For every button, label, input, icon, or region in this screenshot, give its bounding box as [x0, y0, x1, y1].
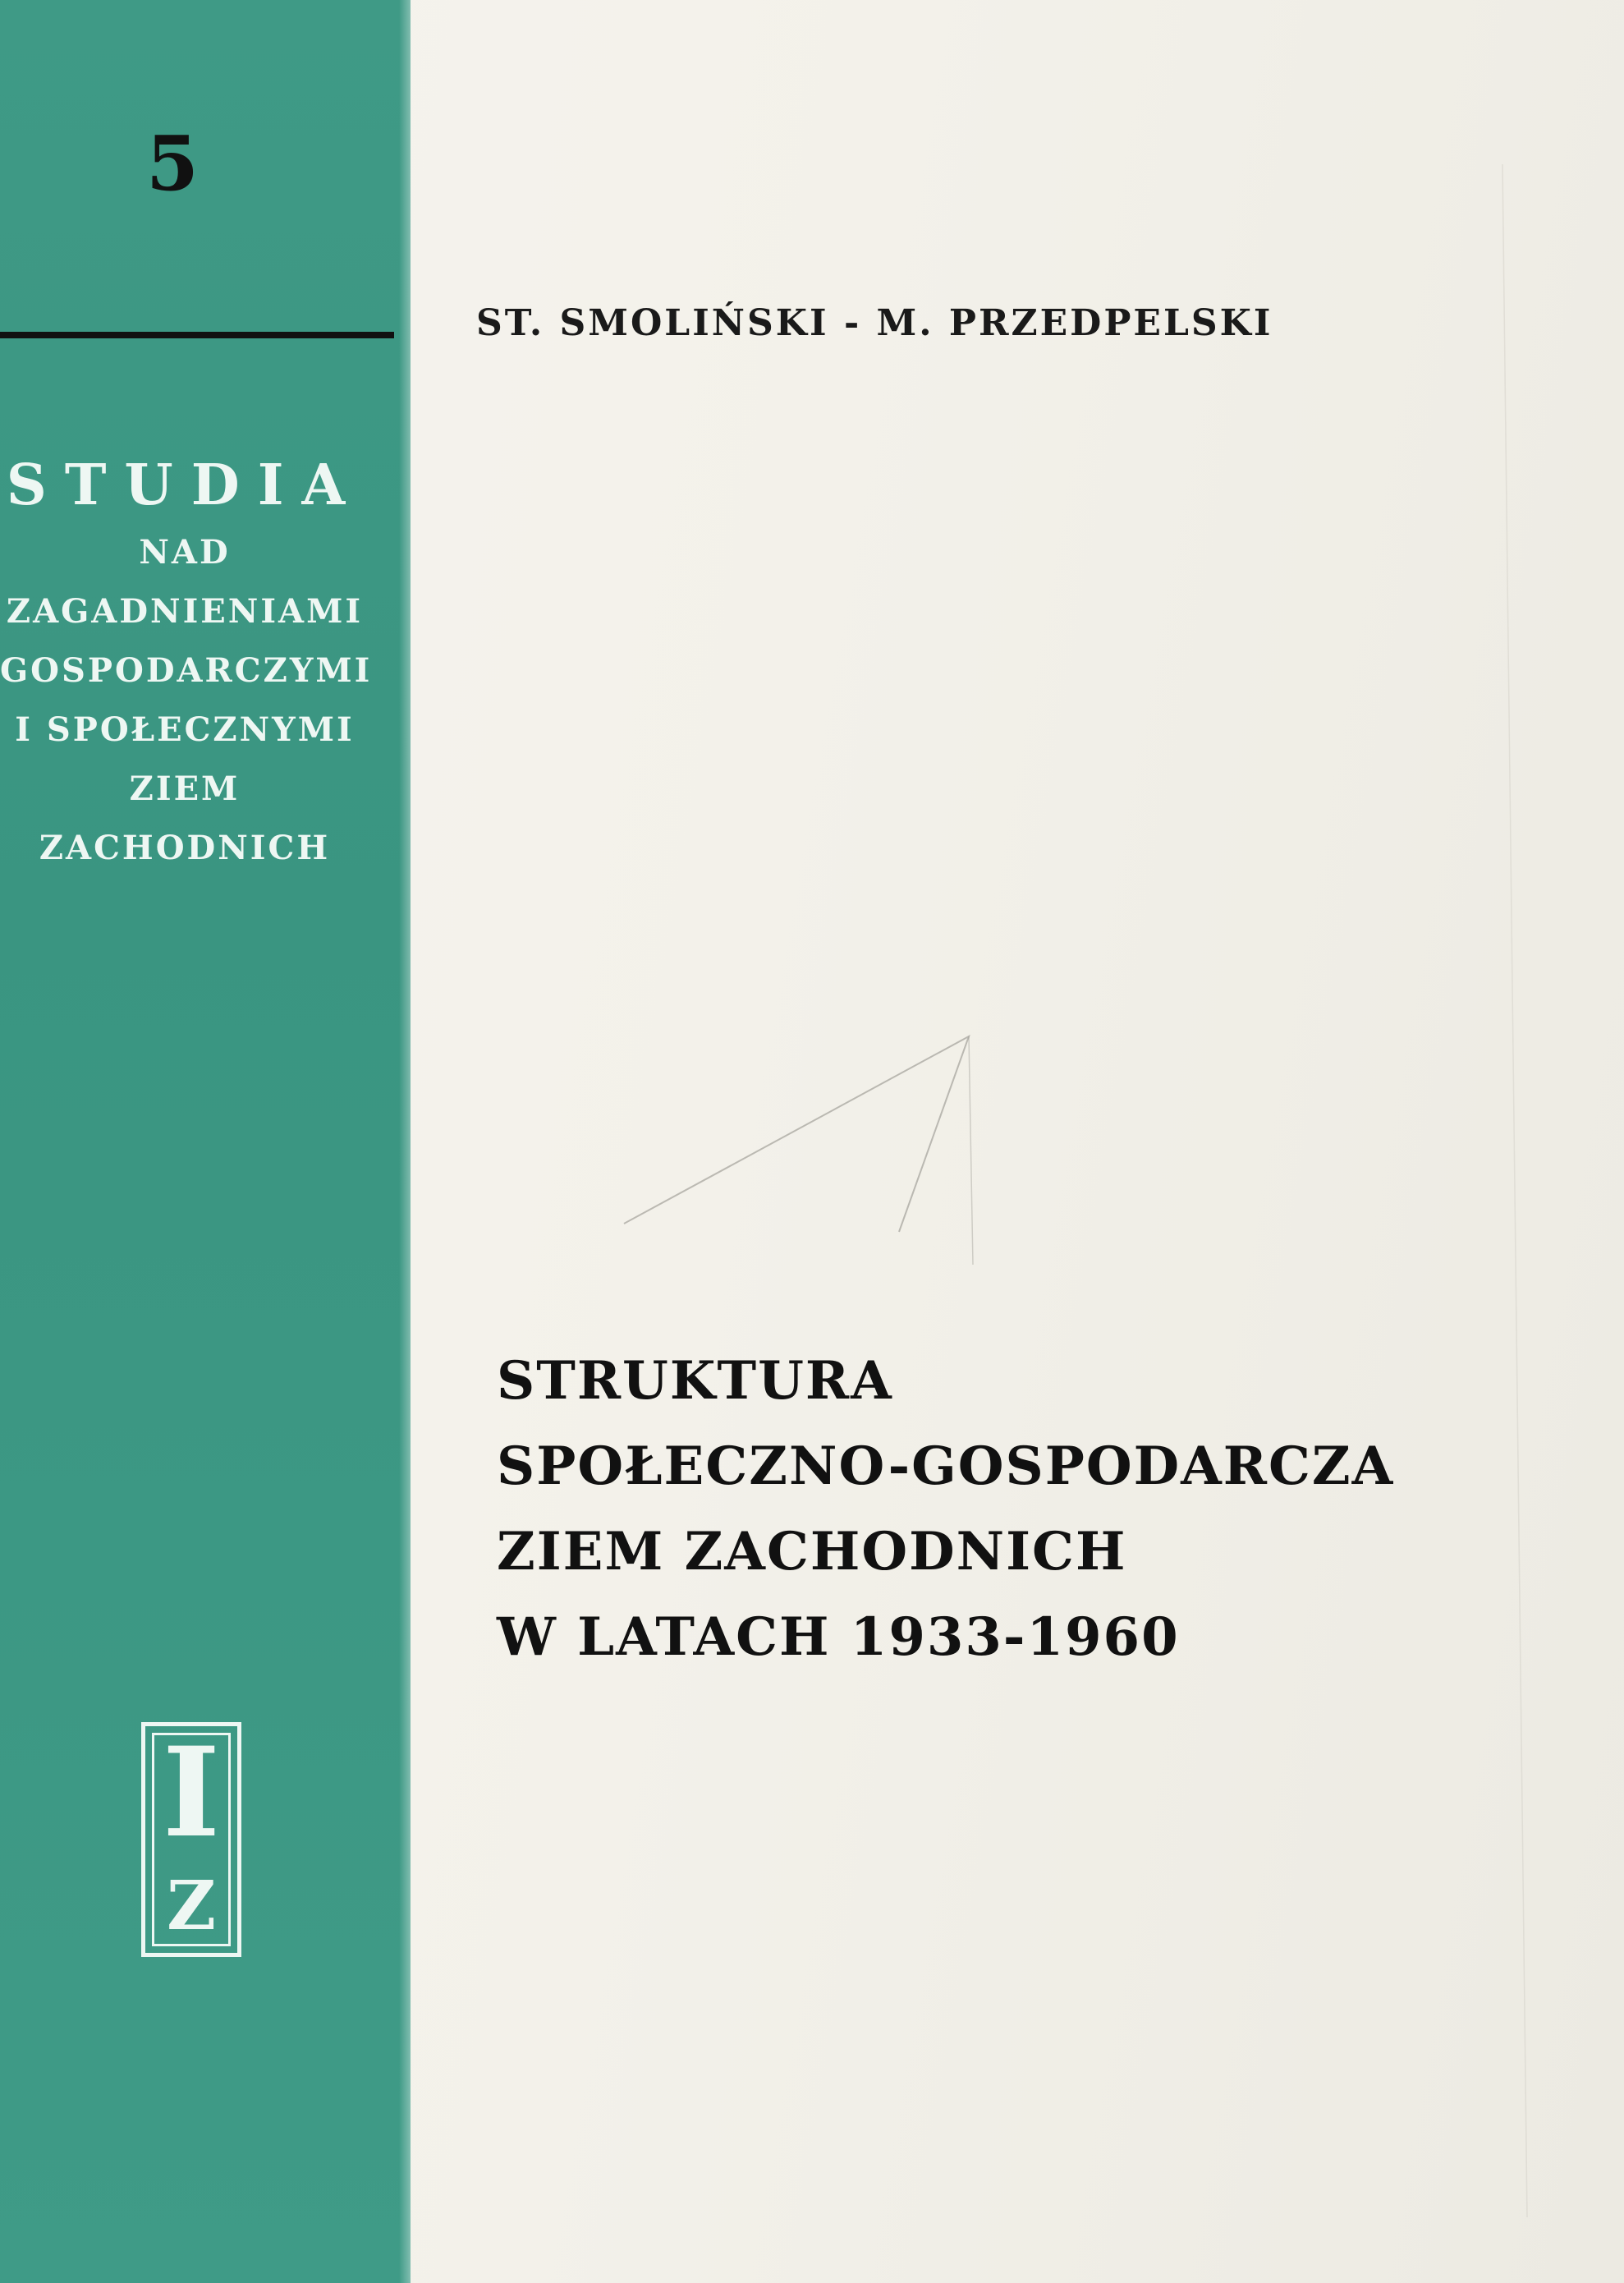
publisher-logo-letter-z: Z	[167, 1867, 216, 1945]
series-line-gospodarczymi: GOSPODARCZYMI	[0, 651, 373, 690]
spine-edge-shading	[399, 0, 411, 2283]
crease-line-3	[1502, 164, 1527, 2217]
series-line-studia: STUDIA	[6, 452, 364, 518]
title-line-4: W LATACH 1933-1960	[497, 1606, 1180, 1668]
title-line-1: STRUKTURA	[497, 1350, 893, 1412]
publisher-logo-letter-i: I	[162, 1720, 221, 1865]
title-line-2: SPOŁECZNO-GOSPODARCZA	[497, 1435, 1395, 1497]
spine-divider-rule	[0, 332, 394, 338]
authors-line: ST. SMOLIŃSKI - M. PRZEDPELSKI	[476, 302, 1273, 344]
series-line-spolecznymi: I SPOŁECZNYMI	[15, 710, 355, 749]
book-title	[497, 1339, 1482, 1680]
series-line-zachodnich: ZACHODNICH	[39, 829, 331, 867]
series-line-ziem: ZIEM	[129, 769, 241, 808]
crease-line-1	[624, 1036, 969, 1232]
title-line-3: ZIEM ZACHODNICH	[497, 1521, 1127, 1582]
cover-spine-band	[0, 0, 411, 2283]
series-line-zagadnieniami: ZAGADNIENIAMI	[6, 592, 364, 631]
publisher-logo	[141, 1722, 241, 1957]
volume-number: 5	[145, 119, 199, 208]
series-title	[0, 448, 373, 878]
crease-line-2	[969, 1036, 973, 1265]
series-line-nad: NAD	[139, 533, 231, 572]
